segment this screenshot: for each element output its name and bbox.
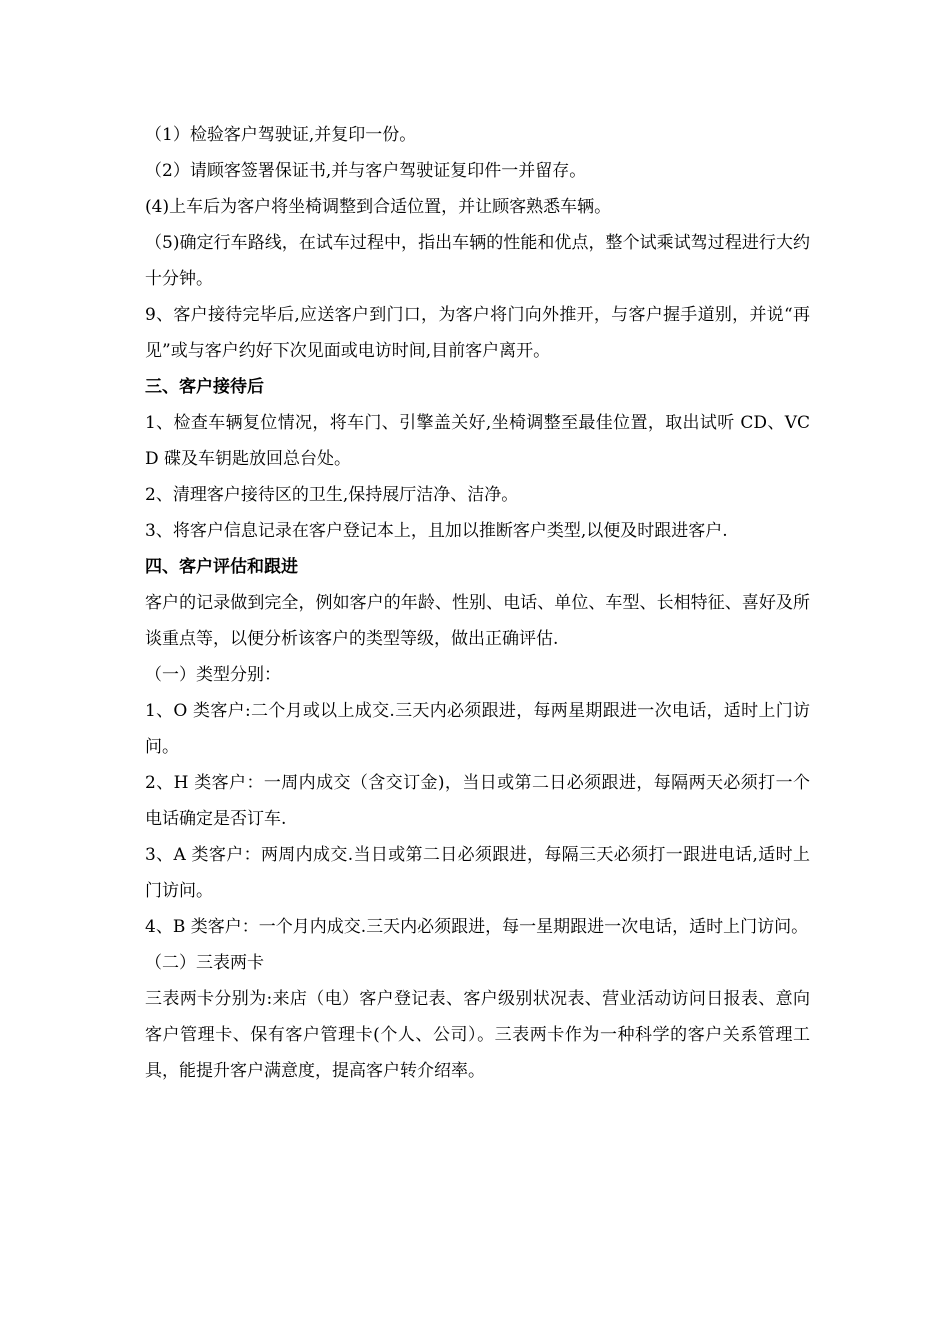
paragraph-2: （2）请顾客签署保证书,并与客户驾驶证复印件一并留存。 <box>145 161 587 181</box>
paragraph-3: (4)上车后为客户将坐椅调整到合适位置，并让顾客熟悉车辆。 <box>145 197 612 217</box>
section-heading-evaluation-followup: 四、客户评估和跟进 <box>145 557 298 577</box>
subheading-three-tables-two-cards: （二）三表两卡 <box>145 953 264 973</box>
paragraph-14: 2、H 类客户：一周内成交（含交订金)，当日或第二日必须跟进，每隔两天必须打一个电话确定是否订车. <box>145 773 810 829</box>
paragraph-7: 1、检查车辆复位情况，将车门、引擎盖关好,坐椅调整至最佳位置，取出试听 CD、VCD 碟及车钥匙放回总台处。 <box>145 413 810 469</box>
paragraph-15: 3、A 类客户：两周内成交.当日或第二日必须跟进，每隔三天必须打一跟进电话,适时上门访问。 <box>145 845 810 901</box>
subheading-type-classification: （一）类型分别： <box>145 665 281 685</box>
paragraph-8: 2、清理客户接待区的卫生,保持展厅洁净、洁净。 <box>145 485 519 505</box>
section-heading-after-reception: 三、客户接待后 <box>145 377 264 397</box>
document-body <box>145 117 810 1089</box>
paragraph-18: 三表两卡分别为:来店（电）客户登记表、客户级别状况表、营业活动访问日报表、意向客户管理卡、保有客户管理卡(个人、公司）。三表两卡作为一种科学的客户关系管理工具，能提升客户满意度，提高客户转介绍率。 <box>145 989 810 1081</box>
paragraph-11: 客户的记录做到完全，例如客户的年龄、性别、电话、单位、车型、长相特征、喜好及所谈重点等，以便分析该客户的类型等级，做出正确评估. <box>145 593 810 649</box>
paragraph-16: 4、B 类客户：一个月内成交.三天内必须跟进，每一星期跟进一次电话，适时上门访问。 <box>145 917 809 937</box>
paragraph-4: （5)确定行车路线，在试车过程中，指出车辆的性能和优点，整个试乘试驾过程进行大约十分钟。 <box>145 233 810 289</box>
paragraph-13: 1、O 类客户:二个月或以上成交.三天内必须跟进，每两星期跟进一次电话，适时上门访问。 <box>145 701 810 757</box>
paragraph-5: 9、客户接待完毕后,应送客户到门口，为客户将门向外推开，与客户握手道别，并说“再见”或与客户约好下次见面或电访时间,目前客户离开。 <box>145 305 810 361</box>
paragraph-1: （1）检验客户驾驶证,并复印一份。 <box>145 125 417 145</box>
paragraph-9: 3、将客户信息记录在客户登记本上，且加以推断客户类型,以便及时跟进客户. <box>145 521 728 541</box>
